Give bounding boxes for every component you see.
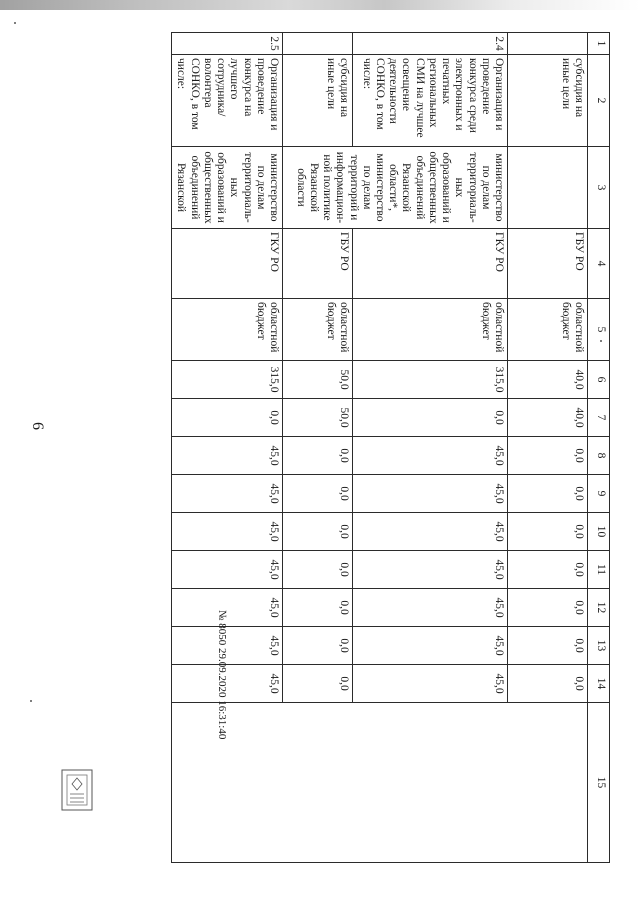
col-header: 2 (588, 55, 610, 147)
col-header: 1 (588, 33, 610, 55)
col-header: 4 (588, 229, 610, 299)
value-cell: 0,0 (508, 551, 588, 589)
value-cell: 40,0 (508, 399, 588, 437)
value-cell: 45,0 (172, 589, 283, 627)
rotated-table-area (55, 32, 610, 802)
page-number: 6 (29, 422, 46, 430)
row-recipient: ГБУ РО (283, 229, 353, 299)
col-header: 6 (588, 361, 610, 399)
value-cell: 45,0 (353, 551, 508, 589)
value-cell: 0,0 (172, 399, 283, 437)
value-cell: 50,0 (283, 361, 353, 399)
value-cell: 45,0 (353, 437, 508, 475)
value-cell: 0,0 (283, 551, 353, 589)
row-number: 2.5 (172, 33, 283, 55)
value-cell: 315,0 (353, 361, 508, 399)
value-cell: 0,0 (283, 475, 353, 513)
col-header: 9 (588, 475, 610, 513)
value-cell: 315,0 (172, 361, 283, 399)
value-cell: 0,0 (508, 627, 588, 665)
value-cell: 0,0 (283, 627, 353, 665)
value-cell: 0,0 (508, 513, 588, 551)
value-cell: 0,0 (508, 589, 588, 627)
row-executor-part: территорий и информацион-ной политике Рязанской области (294, 151, 360, 224)
value-cell: 0,0 (508, 475, 588, 513)
row-name: субсидия на иные цели (508, 55, 588, 147)
row-source: областной бюджет (508, 299, 588, 361)
col-header: 11 (588, 551, 610, 589)
value-cell: 0,0 (508, 665, 588, 703)
col-header: 7 (588, 399, 610, 437)
value-cell: 0,0 (283, 665, 353, 703)
row-name: Организация и проведение конкурса среди электронных и печатных региональных СМИ на лучшее освещение деятельности СОНКО, в том числе: (353, 55, 508, 147)
value-cell: 0,0 (283, 437, 353, 475)
col-header: 10 (588, 513, 610, 551)
row-name: Организация и проведение конкурса на лучшего сотрудника/ волонтера СОНКО, в том числе: (172, 55, 283, 147)
value-cell: 45,0 (353, 475, 508, 513)
value-cell: 45,0 (172, 665, 283, 703)
col-header: 15 (588, 703, 610, 863)
value-cell: 45,0 (172, 551, 283, 589)
registration-stamp: № 8050 29.09.2020 16:31:40 (216, 610, 228, 740)
row-recipient: ГБУ РО (508, 229, 588, 299)
col-header: 14 (588, 665, 610, 703)
registration-seal-icon (58, 768, 96, 812)
value-cell: 0,0 (283, 589, 353, 627)
value-cell: 45,0 (353, 665, 508, 703)
col-header: 8 (588, 437, 610, 475)
value-cell: 45,0 (172, 475, 283, 513)
row-executor-cont (508, 147, 588, 229)
col-header: 12 (588, 589, 610, 627)
row-number (508, 33, 588, 55)
col-header: 3 (588, 147, 610, 229)
row-source: областной бюджет (353, 299, 508, 361)
row-number: 2.4 (353, 33, 508, 55)
row-executor: министерство по делам территориаль-ных образований и общественных объединений Рязанской (172, 147, 283, 229)
program-table (171, 32, 610, 863)
row-executor (283, 147, 508, 229)
value-cell: 45,0 (172, 513, 283, 551)
col-header: 5 (588, 299, 610, 361)
row-number (283, 33, 353, 55)
row-executor-part: министерство по делам территориаль-ных образований и общественных объединений Рязанской области*, министерство по делам (360, 151, 505, 224)
value-cell: 40,0 (508, 361, 588, 399)
row-source: областной бюджет (283, 299, 353, 361)
row-recipient: ГКУ РО (353, 229, 508, 299)
table-row (508, 33, 588, 863)
scan-edge-shadow (0, 0, 640, 10)
row-source: областной бюджет (172, 299, 283, 361)
value-cell: 0,0 (508, 437, 588, 475)
scan-speck (30, 700, 32, 702)
col15-cell (172, 703, 588, 863)
value-cell: 0,0 (353, 399, 508, 437)
scan-speck (600, 340, 602, 342)
value-cell: 45,0 (353, 627, 508, 665)
row-recipient: ГКУ РО (172, 229, 283, 299)
value-cell: 0,0 (283, 513, 353, 551)
value-cell: 45,0 (353, 589, 508, 627)
scan-speck (14, 22, 16, 24)
value-cell: 45,0 (353, 513, 508, 551)
col-header: 13 (588, 627, 610, 665)
header-row (588, 33, 610, 863)
row-name: субсидия на иные цели (283, 55, 353, 147)
value-cell: 45,0 (172, 627, 283, 665)
value-cell: 45,0 (172, 437, 283, 475)
value-cell: 50,0 (283, 399, 353, 437)
